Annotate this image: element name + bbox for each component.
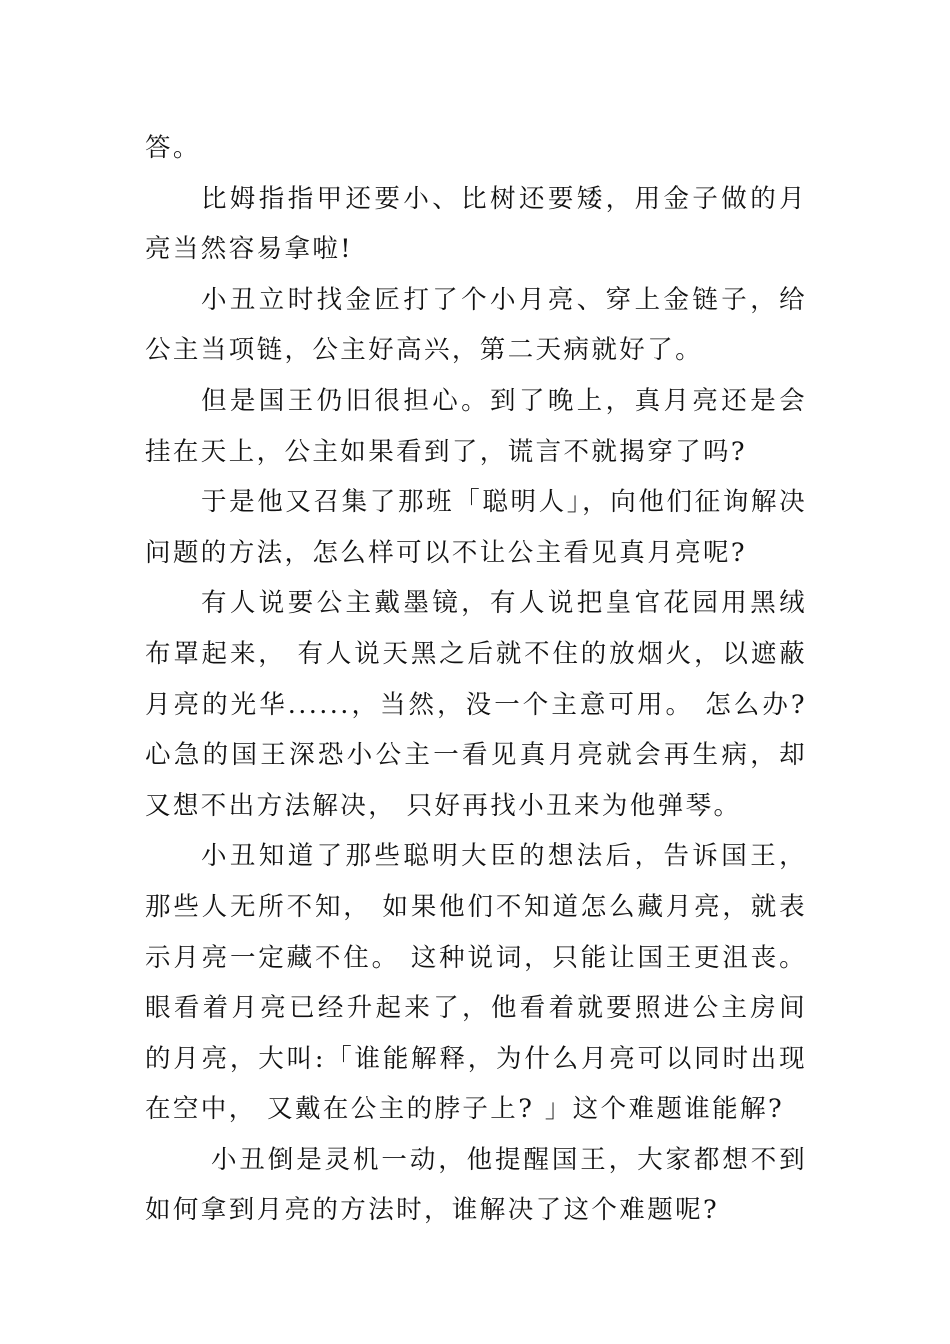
paragraph-continuation: 答。 <box>145 133 201 163</box>
paragraph: 比姆指指甲还要小、比树还要矮，用金子做的月亮当然容易拿啦! <box>145 183 807 265</box>
paragraph: 于是他又召集了那班「聪明人」，向他们征询解决问题的方法，怎么样可以不让公主看见真月亮呢? <box>145 487 807 568</box>
paragraph: 但是国王仍旧很担心。到了晚上，真月亮还是会挂在天上，公主如果看到了，谎言不就揭穿了吗? <box>145 385 807 467</box>
paragraph: 小丑倒是灵机一动，他提醒国王，大家都想不到如何拿到月亮的方法时，谁解决了这个难题呢? <box>145 1144 807 1226</box>
story-text <box>145 123 807 1236</box>
paragraph: 小丑立时找金匠打了个小月亮、穿上金链子，给公主当项链，公主好高兴，第二天病就好了。 <box>145 284 807 366</box>
paragraph: 小丑知道了那些聪明大臣的想法后，告诉国王，那些人无所不知， 如果他们不知道怎么藏月亮，就表示月亮一定藏不住。 这种说词，只能让国王更沮丧。眼看着月亮已经升起来了，他看着就要照进公主房间的月亮，大叫:「谁能解释，为什么月亮可以同时出现在空中， 又戴在公主的脖子上? 」这个难题谁能解? <box>145 841 807 1125</box>
paragraph: 有人说要公主戴墨镜，有人说把皇官花园用黑绒布罩起来， 有人说天黑之后就不住的放烟火，以遮蔽月亮的光华......，当然，没一个主意可用。 怎么办?心急的国王深恐小公主一看见真月亮就会再生病，却又想不出方法解决， 只好再找小丑来为他弹琴。 <box>145 588 807 821</box>
